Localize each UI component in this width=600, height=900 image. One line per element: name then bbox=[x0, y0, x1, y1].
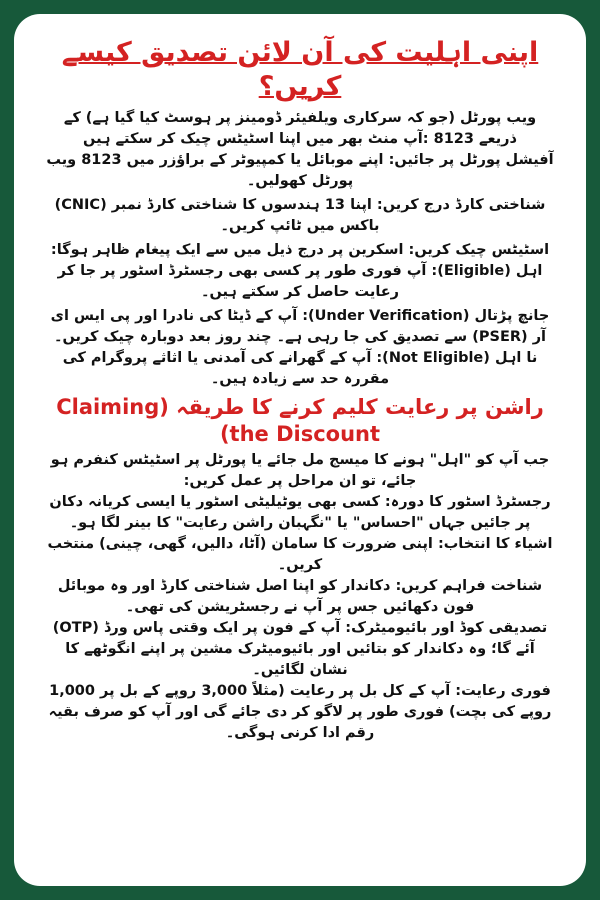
status-not-eligible: نا اہل (Not Eligible): آپ کے گھرانے کی آمدنی یا اثاثے پروگرام کی مقررہ حد سے زیادہ ہیں۔ bbox=[62, 350, 538, 387]
status-under-verification: جانچ پڑتال (Under Verification): آپ کے ڈیٹا کی نادرا اور پی ایس ای آر (PSER) سے تصدیق کی جا رہی ہے۔ چند روز بعد دوبارہ چیک کریں۔ bbox=[50, 308, 550, 345]
claim-visit-store: رجسٹرڈ اسٹور کا دورہ: کسی بھی یوٹیلیٹی اسٹور یا ایسی کریانہ دکان پر جائیں جہاں "احساس" یا "نگہبان راشن رعایت" کا بینر لگا ہو۔ bbox=[49, 494, 551, 531]
step-check-status: اسٹیٹس چیک کریں: اسکرین پر درج ذیل میں سے ایک پیغام ظاہر ہوگا: bbox=[50, 242, 550, 258]
step-enter-cnic: شناختی کارڈ درج کریں: اپنا 13 ہندسوں کا شناختی کارڈ نمبر (CNIC) باکس میں ٹائپ کریں۔ bbox=[54, 197, 546, 234]
claim-provide-id: شناخت فراہم کریں: دکاندار کو اپنا اصل شناختی کارڈ اور وہ موبائل فون دکھائیں جس پر آپ نے رجسٹریشن کی تھی۔ bbox=[57, 578, 543, 615]
section-heading-claim: راشن پر رعایت کلیم کرنے کا طریقہ (Claiming the Discount) bbox=[56, 395, 544, 446]
intro-paragraph: ویب پورٹل (جو کہ سرکاری ویلفیئر ڈومینز پر ہوسٹ کیا گیا ہے) کے ذریعے 8123 :آپ منٹ بھر میں اپنا اسٹیٹس چیک کر سکتے ہیں bbox=[63, 110, 537, 147]
status-eligible: اہل (Eligible): آپ فوری طور پر کسی بھی رجسٹرڈ اسٹور پر جا کر رعایت حاصل کر سکتے ہیں۔ bbox=[57, 263, 543, 300]
claim-instant-discount: فوری رعایت: آپ کے کل بل پر رعایت (مثلاً 3,000 روپے کے بل پر 1,000 روپے کی بچت) فوری طور پر لاگو کر دی جائے گی اور آپ کو صرف بقیہ رقم ادا کرنی ہوگی۔ bbox=[48, 683, 552, 741]
info-card bbox=[14, 14, 586, 886]
page-title: اپنی اہلیت کی آن لائن تصدیق کیسے کریں؟ bbox=[61, 37, 539, 102]
claim-intro: جب آپ کو "اہل" ہونے کا میسج مل جائے یا پورٹل پر اسٹیٹس کنفرم ہو جائے، تو ان مراحل پر عمل کریں: bbox=[50, 452, 550, 489]
card-content bbox=[14, 14, 586, 744]
claim-otp-biometric: تصدیقی کوڈ اور بائیومیٹرک: آپ کے فون پر ایک وقتی پاس ورڈ (OTP) آئے گا؛ وہ دکاندار کو بتائیں اور بائیومیٹرک مشین پر اپنے انگوٹھے کا نشان لگائیں۔ bbox=[52, 620, 548, 678]
step-visit-portal: آفیشل پورٹل پر جائیں: اپنے موبائل یا کمپیوٹر کے براؤزر میں 8123 ویب پورٹل کھولیں۔ bbox=[46, 152, 554, 189]
claim-select-items: اشیاء کا انتخاب: اپنی ضرورت کا سامان (آٹا، دالیں، گھی، چینی) منتخب کریں۔ bbox=[47, 536, 553, 573]
